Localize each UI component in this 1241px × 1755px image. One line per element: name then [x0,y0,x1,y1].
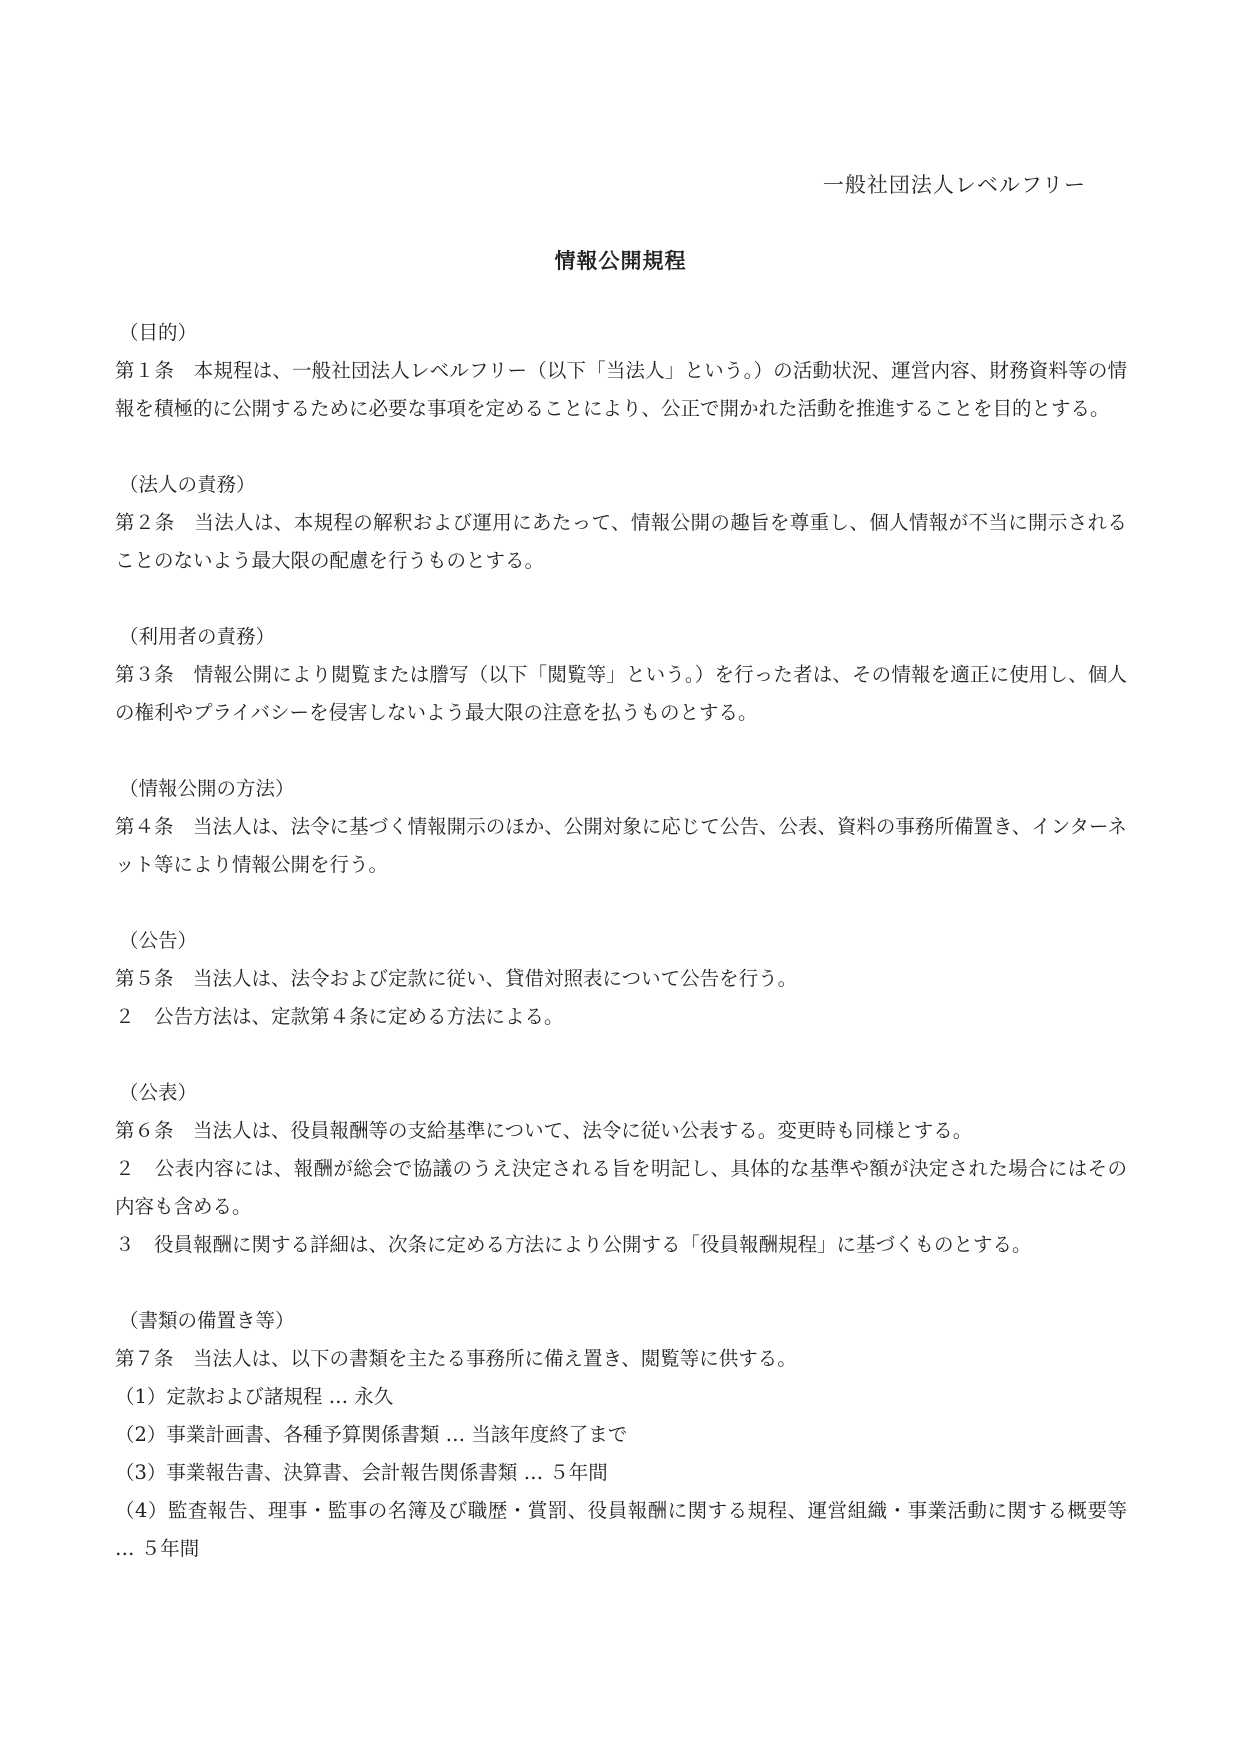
article-text: 第１条 本規程は、一般社団法人レベルフリー（以下「当法人」という。）の活動状況、運営内容、財務資料等の情報を積極的に公開するために必要な事項を定めることにより、公正で開かれた活動を推進することを目的とする。 [115,359,1127,420]
article-6-section [115,1074,1127,1264]
list-item: （4）監査報告、理事・監事の名簿及び職歴・賞罰、役員報酬に関する規程、運営組織・事業活動に関する概要等 … ５年間 [115,1499,1127,1560]
article-7-section [115,1302,1127,1568]
article-heading: （利用者の責務） [119,625,276,648]
article-1-section [115,314,1127,428]
organization-name: 一般社団法人レベルフリー [822,173,1086,197]
list-item: （1）定款および諸規程 … 永久 [115,1385,394,1408]
article-paragraph: ２ 公表内容には、報酬が総会で協議のうえ決定される旨を明記し、具体的な基準や額が決定された場合にはその内容も含める。 [115,1157,1127,1218]
document-body [115,314,1127,1606]
document-title: 情報公開規程 [554,248,687,273]
article-text: 第４条 当法人は、法令に基づく情報開示のほか、公開対象に応じて公告、公表、資料の事務所備置き、インターネット等により情報公開を行う。 [115,815,1127,876]
article-paragraph: ２ 公告方法は、定款第４条に定める方法による。 [115,1005,564,1028]
article-text: 第２条 当法人は、本規程の解釈および運用にあたって、情報公開の趣旨を尊重し、個人情報が不当に開示されることのないよう最大限の配慮を行うものとする。 [115,511,1127,572]
article-text: 第６条 当法人は、役員報酬等の支給基準について、法令に従い公表する。変更時も同様とする。 [115,1119,973,1142]
article-2-section [115,466,1127,580]
article-heading: （情報公開の方法） [119,777,295,800]
article-5-section [115,922,1127,1036]
article-text: 第３条 情報公開により閲覧または謄写（以下「閲覧等」という。）を行った者は、その情報を適正に使用し、個人の権利やプライバシーを侵害しないよう最大限の注意を払うものとする。 [115,663,1127,724]
article-3-section [115,618,1127,732]
article-heading: （目的） [119,321,198,344]
article-4-section [115,770,1127,884]
list-item: （2）事業計画書、各種予算関係書類 … 当該年度終了まで [115,1423,628,1446]
article-text: 第７条 当法人は、以下の書類を主たる事務所に備え置き、閲覧等に供する。 [115,1347,797,1370]
article-heading: （公告） [119,929,198,952]
article-heading: （公表） [119,1081,198,1104]
article-heading: （法人の責務） [119,473,256,496]
article-paragraph: ３ 役員報酬に関する詳細は、次条に定める方法により公開する「役員報酬規程」に基づくものとする。 [115,1233,1032,1256]
list-item: （3）事業報告書、決算書、会計報告関係書類 … ５年間 [115,1461,608,1484]
article-text: 第５条 当法人は、法令および定款に従い、貸借対照表について公告を行う。 [115,967,798,990]
article-heading: （書類の備置き等） [119,1309,295,1332]
